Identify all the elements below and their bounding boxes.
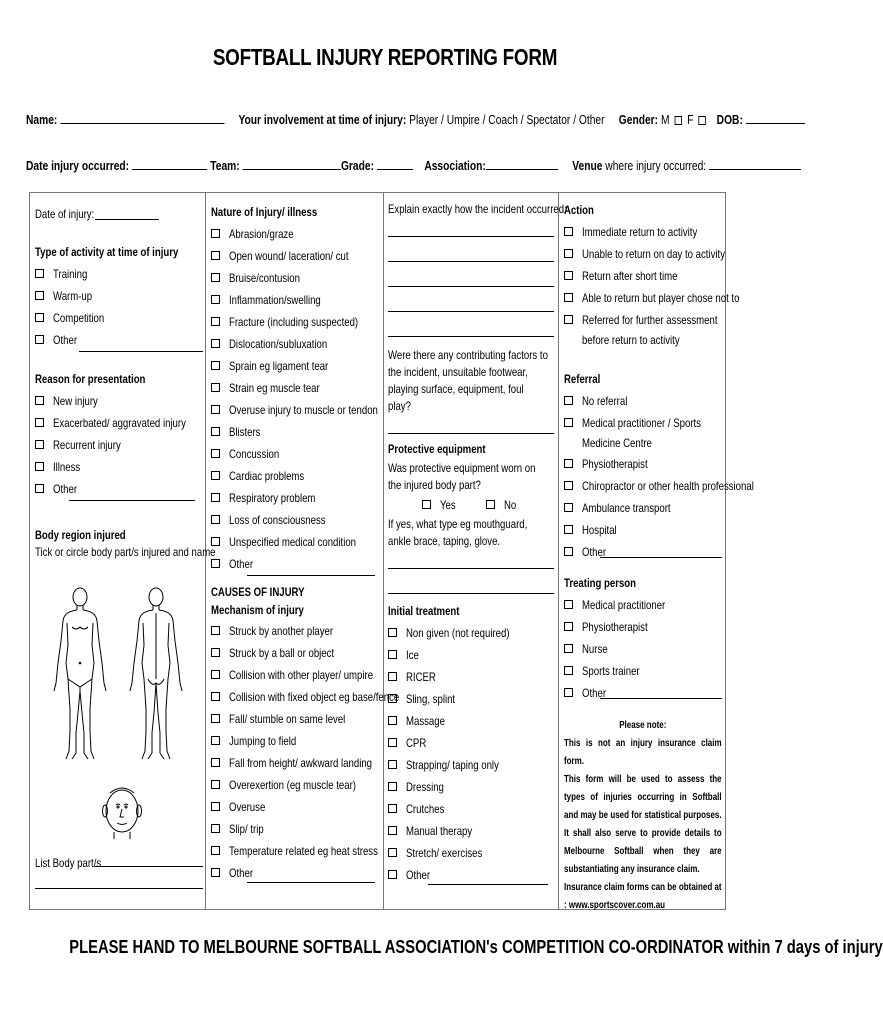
nature-item[interactable] <box>211 465 379 487</box>
nature-item[interactable] <box>211 421 379 443</box>
gender-m-checkbox[interactable] <box>674 116 681 125</box>
date-of-injury-label: Date of injury: <box>35 207 95 221</box>
footer-instruction: PLEASE HAND TO MELBOURNE SOFTBALL ASSOCIATION's COMPETITION CO-ORDINATOR within 7 days of injury <box>69 937 883 957</box>
mechanism-label: Collision with fixed object eg base/fence <box>229 690 400 704</box>
mechanism-label: Fall/ stumble on same level <box>229 712 346 726</box>
column-1 <box>35 203 216 561</box>
nature-item[interactable] <box>211 311 379 333</box>
nature-label: Cardiac problems <box>229 469 305 483</box>
mechanism-label: Struck by a ball or object <box>229 646 335 660</box>
checkbox[interactable] <box>564 547 573 556</box>
checkbox[interactable] <box>564 688 573 697</box>
checkbox[interactable] <box>35 269 44 278</box>
nature-label: Unspecified medical condition <box>229 535 357 549</box>
nature-item[interactable] <box>211 377 379 399</box>
explain-line[interactable] <box>388 236 554 237</box>
explain-label: Explain exactly how the incident occurred: <box>388 202 567 216</box>
please-note-block <box>564 717 722 915</box>
grade-label: Grade: <box>340 159 374 173</box>
note-claim: Insurance claim forms can be obtained at : www.sportscover.com.au <box>564 882 722 911</box>
referral-item[interactable] <box>564 519 722 541</box>
checkbox[interactable] <box>564 315 573 324</box>
checkbox[interactable] <box>564 396 573 405</box>
venue-label: Venue <box>572 159 603 173</box>
mechanism-item[interactable] <box>211 774 379 796</box>
reason-illness[interactable] <box>35 456 203 478</box>
involvement-options[interactable]: Player / Umpire / Coach / Spectator / Other <box>409 113 605 127</box>
activity-warm-up[interactable] <box>35 285 203 307</box>
checkbox[interactable] <box>211 427 220 436</box>
activity-label: Other <box>53 333 78 347</box>
checkbox[interactable] <box>211 736 220 745</box>
name-field[interactable] <box>60 112 224 124</box>
involvement-label: Your involvement at time of injury: <box>238 113 407 127</box>
checkbox[interactable] <box>564 503 573 512</box>
checkbox[interactable] <box>211 780 220 789</box>
front-body-figure <box>54 588 106 759</box>
checkbox[interactable] <box>211 273 220 282</box>
nature-heading: Nature of Injury/ illness <box>211 205 318 219</box>
referral-label: Medical practitioner / Sports Medicine Centre <box>582 416 701 450</box>
referral-label: Chiropractor or other health professional <box>582 479 754 493</box>
treating-label: Sports trainer <box>582 664 640 678</box>
protective-yes[interactable] <box>422 494 460 516</box>
checkbox[interactable] <box>211 559 220 568</box>
checkbox[interactable] <box>211 405 220 414</box>
nature-label: Loss of consciousness <box>229 513 326 527</box>
treating-label: Nurse <box>582 642 608 656</box>
grade-field[interactable] <box>377 158 413 170</box>
checkbox[interactable] <box>211 339 220 348</box>
list-body-parts-field-2[interactable] <box>35 888 203 889</box>
checkbox[interactable] <box>35 418 44 427</box>
mechanism-label: Other <box>229 866 254 880</box>
checkbox[interactable] <box>211 626 220 635</box>
checkbox[interactable] <box>211 648 220 657</box>
mechanism-item[interactable] <box>211 730 379 752</box>
referral-item[interactable] <box>564 497 722 519</box>
treatment-item[interactable] <box>388 622 554 644</box>
explain-line[interactable] <box>388 336 554 337</box>
checkbox[interactable] <box>564 418 573 427</box>
mechanism-item[interactable] <box>211 752 379 774</box>
checkbox[interactable] <box>35 396 44 405</box>
treatment-item[interactable] <box>388 688 554 710</box>
back-body-figure <box>130 588 182 759</box>
checkbox[interactable] <box>211 515 220 524</box>
checkbox[interactable] <box>564 481 573 490</box>
checkbox[interactable] <box>211 251 220 260</box>
checkbox[interactable] <box>388 738 397 747</box>
checkbox[interactable] <box>388 782 397 791</box>
treating-item[interactable] <box>564 594 722 616</box>
activity-training[interactable] <box>35 263 203 285</box>
checkbox[interactable] <box>564 644 573 653</box>
nature-item[interactable] <box>211 443 379 465</box>
nature-item[interactable] <box>211 355 379 377</box>
checkbox[interactable] <box>211 361 220 370</box>
nature-label: Other <box>229 557 254 571</box>
reason-new-injury[interactable] <box>35 390 203 412</box>
nature-label: Overuse injury to muscle or tendon <box>229 403 378 417</box>
checkbox[interactable] <box>211 295 220 304</box>
header-row-2 <box>26 158 801 173</box>
action-label: Able to return but player chose not to <box>582 291 740 305</box>
checkbox[interactable] <box>211 758 220 767</box>
action-label: Unable to return on day to activity <box>582 247 726 261</box>
action-label: Return after short time <box>582 269 678 283</box>
referral-label: Hospital <box>582 523 617 537</box>
reason-label: Recurrent injury <box>53 438 121 452</box>
checkbox[interactable] <box>564 293 573 302</box>
checkbox[interactable] <box>211 383 220 392</box>
venue-field[interactable] <box>709 158 801 170</box>
activity-other[interactable] <box>35 329 203 351</box>
team-label: Team: <box>210 159 240 173</box>
nature-item[interactable] <box>211 509 379 531</box>
mechanism-label: Overuse <box>229 800 266 814</box>
treatment-label: Dressing <box>406 780 444 794</box>
referral-item[interactable] <box>564 390 722 412</box>
checkbox[interactable] <box>35 313 44 322</box>
activity-label: Training <box>53 267 88 281</box>
mechanism-label: Slip/ trip <box>229 822 264 836</box>
reason-heading: Reason for presentation <box>35 372 146 386</box>
nature-label: Respiratory problem <box>229 491 316 505</box>
nature-label: Dislocation/subluxation <box>229 337 328 351</box>
gender-m-label: M <box>660 113 670 127</box>
referral-label: Physiotherapist <box>582 457 648 471</box>
column-3 <box>388 198 567 885</box>
treating-heading: Treating person <box>564 576 637 590</box>
header-row-1 <box>26 112 805 127</box>
nature-label: Strain eg muscle tear <box>229 381 320 395</box>
nature-label: Bruise/contusion <box>229 271 300 285</box>
referral-label: Ambulance transport <box>582 501 671 515</box>
if-yes-text: If yes, what type eg mouthguard, ankle brace, taping, glove. <box>388 517 528 548</box>
nature-label: Abrasion/graze <box>229 227 294 241</box>
nature-item[interactable] <box>211 333 379 355</box>
treatment-item[interactable] <box>388 820 554 842</box>
checkbox[interactable] <box>211 449 220 458</box>
treatment-item[interactable] <box>388 842 554 864</box>
checkbox[interactable] <box>35 462 44 471</box>
date-of-injury-field[interactable] <box>95 219 159 220</box>
checkbox[interactable] <box>564 600 573 609</box>
checkbox[interactable] <box>388 760 397 769</box>
checkbox[interactable] <box>388 628 397 637</box>
list-body-parts-label: List Body part/s <box>35 856 102 870</box>
checkbox[interactable] <box>564 525 573 534</box>
mechanism-label: Jumping to field <box>229 734 297 748</box>
activity-label: Competition <box>53 311 105 325</box>
referral-item[interactable] <box>564 541 722 563</box>
head-diagram <box>103 788 142 839</box>
checkbox[interactable] <box>211 692 220 701</box>
treatment-item[interactable] <box>388 776 554 798</box>
association-field[interactable] <box>486 158 558 170</box>
nature-item[interactable] <box>211 553 379 575</box>
association-label: Association: <box>424 159 486 173</box>
treating-item[interactable] <box>564 616 722 638</box>
treating-label: Medical practitioner <box>582 598 666 612</box>
action-item[interactable] <box>564 221 722 243</box>
note-heading: Please note: <box>619 720 667 731</box>
gender-f-label: F <box>687 113 694 127</box>
reason-label: Exacerbated/ aggravated injury <box>53 416 186 430</box>
mechanism-item[interactable] <box>211 664 379 686</box>
reason-label: Illness <box>53 460 81 474</box>
action-item[interactable] <box>564 265 722 287</box>
nature-label: Open wound/ laceration/ cut <box>229 249 349 263</box>
reason-recurrent[interactable] <box>35 434 203 456</box>
nature-item[interactable] <box>211 267 379 289</box>
treatment-label: Other <box>406 868 431 882</box>
explain-line[interactable] <box>388 286 554 287</box>
nature-label: Blisters <box>229 425 261 439</box>
team-field[interactable] <box>243 158 341 170</box>
explain-line[interactable] <box>388 261 554 262</box>
no-label: No <box>504 498 517 512</box>
treatment-label: Crutches <box>406 802 445 816</box>
treating-label: Other <box>582 686 607 700</box>
checkbox[interactable] <box>211 493 220 502</box>
treating-label: Physiotherapist <box>582 620 648 634</box>
referral-item[interactable] <box>564 412 722 453</box>
contributing-text: Were there any contributing factors to the incident, unsuitable footwear, playing surface, equipment, foul play? <box>388 348 548 413</box>
dob-field[interactable] <box>746 112 805 124</box>
checkbox[interactable] <box>388 870 397 879</box>
treatment-item[interactable] <box>388 732 554 754</box>
gender-label: Gender: <box>618 113 659 127</box>
treating-item[interactable] <box>564 660 722 682</box>
nature-label: Concussion <box>229 447 280 461</box>
checkbox[interactable] <box>211 714 220 723</box>
treatment-label: Sling, splint <box>406 692 456 706</box>
causes-heading: CAUSES OF INJURY <box>211 585 305 599</box>
checkbox[interactable] <box>211 229 220 238</box>
referral-label: No referral <box>582 394 628 408</box>
protective-heading: Protective equipment <box>388 442 486 456</box>
venue-suffix: where injury occurred: <box>605 159 707 173</box>
treatment-label: Massage <box>406 714 445 728</box>
checkbox[interactable] <box>564 666 573 675</box>
treatment-item[interactable] <box>388 754 554 776</box>
note-line-1: This is not an injury insurance claim form. <box>564 738 722 767</box>
checkbox[interactable] <box>388 672 397 681</box>
explain-line[interactable] <box>388 311 554 312</box>
checkbox[interactable] <box>486 500 495 509</box>
mechanism-label: Collision with other player/ umpire <box>229 668 374 682</box>
date-field[interactable] <box>132 158 207 170</box>
nature-item[interactable] <box>211 223 379 245</box>
treatment-item[interactable] <box>388 666 554 688</box>
reason-label: Other <box>53 482 78 496</box>
mechanism-item[interactable] <box>211 862 379 884</box>
nature-item[interactable] <box>211 289 379 311</box>
name-label: Name: <box>26 113 58 127</box>
checkbox[interactable] <box>388 694 397 703</box>
protective-options <box>388 494 554 516</box>
activity-heading: Type of activity at time of injury <box>35 245 179 259</box>
nature-label: Inflammation/swelling <box>229 293 321 307</box>
mechanism-item[interactable] <box>211 818 379 840</box>
treatment-item[interactable] <box>388 864 554 886</box>
referral-item[interactable] <box>564 475 754 497</box>
checkbox[interactable] <box>388 716 397 725</box>
action-item[interactable] <box>564 287 740 309</box>
column-2 <box>211 201 400 883</box>
treatment-label: Strapping/ taping only <box>406 758 499 772</box>
action-item[interactable] <box>564 243 726 265</box>
checkbox[interactable] <box>388 804 397 813</box>
mechanism-label: Overexertion (eg muscle tear) <box>229 778 356 792</box>
activity-label: Warm-up <box>53 289 93 303</box>
column-4 <box>564 199 754 915</box>
nature-item[interactable] <box>211 245 379 267</box>
mechanism-label: Fall from height/ awkward landing <box>229 756 373 770</box>
checkbox[interactable] <box>35 440 44 449</box>
mechanism-item[interactable] <box>211 796 379 818</box>
checkbox[interactable] <box>35 335 44 344</box>
mechanism-item[interactable] <box>211 686 400 708</box>
checkbox[interactable] <box>422 500 431 509</box>
dob-label: DOB: <box>716 113 743 127</box>
checkbox[interactable] <box>211 824 220 833</box>
mechanism-item[interactable] <box>211 708 379 730</box>
date-label: Date injury occurred: <box>26 159 130 173</box>
mechanism-item[interactable] <box>211 620 379 642</box>
treatment-item[interactable] <box>388 798 554 820</box>
mechanism-label: Temperature related eg heat stress <box>229 844 378 858</box>
form-title: SOFTBALL INJURY REPORTING FORM <box>212 44 558 70</box>
checkbox[interactable] <box>388 826 397 835</box>
treatment-label: CPR <box>406 736 427 750</box>
treatment-label: RICER <box>406 670 436 684</box>
protective-question: Was protective equipment worn on the injured body part? <box>388 461 536 492</box>
checkbox[interactable] <box>211 802 220 811</box>
action-heading: Action <box>564 203 594 217</box>
nature-label: Fracture (including suspected) <box>229 315 359 329</box>
treatment-label: Ice <box>406 648 419 662</box>
body-region-heading: Body region injured <box>35 528 126 542</box>
checkbox[interactable] <box>564 622 573 631</box>
checkbox[interactable] <box>211 868 220 877</box>
checkbox[interactable] <box>564 459 573 468</box>
protective-no[interactable] <box>486 494 519 516</box>
checkbox[interactable] <box>564 249 573 258</box>
list-body-parts <box>35 852 203 889</box>
if-yes-line[interactable] <box>388 568 554 569</box>
column-divider <box>558 193 559 909</box>
reason-other[interactable] <box>35 478 203 500</box>
action-label: Immediate return to activity <box>582 225 698 239</box>
treatment-item[interactable] <box>388 644 554 666</box>
action-item[interactable] <box>564 309 722 350</box>
checkbox[interactable] <box>211 537 220 546</box>
gender-f-checkbox[interactable] <box>698 116 705 125</box>
checkbox[interactable] <box>388 848 397 857</box>
checkbox[interactable] <box>35 484 44 493</box>
nature-label: Sprain eg ligament tear <box>229 359 329 373</box>
checkbox[interactable] <box>211 846 220 855</box>
initial-treatment-heading: Initial treatment <box>388 604 460 618</box>
contributing-line[interactable] <box>388 433 554 434</box>
checkbox[interactable] <box>388 650 397 659</box>
note-body: This form will be used to assess the types of injuries occurring in Softball and may be used for statistical purposes. It shall also serve to provide details to Melbourne Softball when they are substantiating any insurance claim. <box>564 774 722 875</box>
treatment-label: Stretch/ exercises <box>406 846 483 860</box>
activity-competition[interactable] <box>35 307 203 329</box>
nature-item[interactable] <box>211 399 379 421</box>
checkbox[interactable] <box>35 291 44 300</box>
mechanism-heading: Mechanism of injury <box>211 603 304 617</box>
checkbox[interactable] <box>564 271 573 280</box>
mechanism-item[interactable] <box>211 840 379 862</box>
treatment-label: Manual therapy <box>406 824 473 838</box>
checkbox[interactable] <box>211 317 220 326</box>
yes-label: Yes <box>440 498 456 512</box>
nature-item[interactable] <box>211 531 379 553</box>
treating-item[interactable] <box>564 682 722 704</box>
mechanism-label: Struck by another player <box>229 624 334 638</box>
referral-item[interactable] <box>564 453 722 475</box>
action-label: Referred for further assessment before return to activity <box>582 313 718 347</box>
referral-heading: Referral <box>564 372 601 386</box>
body-diagram[interactable] <box>52 583 202 863</box>
checkbox[interactable] <box>211 670 220 679</box>
treatment-item[interactable] <box>388 710 554 732</box>
referral-label: Other <box>582 545 607 559</box>
list-body-parts-field[interactable] <box>95 866 203 867</box>
nature-item[interactable] <box>211 487 379 509</box>
checkbox[interactable] <box>211 471 220 480</box>
treatment-label: Non given (not required) <box>406 626 510 640</box>
treating-item[interactable] <box>564 638 722 660</box>
mechanism-item[interactable] <box>211 642 379 664</box>
reason-exacerbated[interactable] <box>35 412 203 434</box>
checkbox[interactable] <box>564 227 573 236</box>
reason-label: New injury <box>53 394 98 408</box>
body-region-sub: Tick or circle body part/s injured and name <box>35 545 216 559</box>
